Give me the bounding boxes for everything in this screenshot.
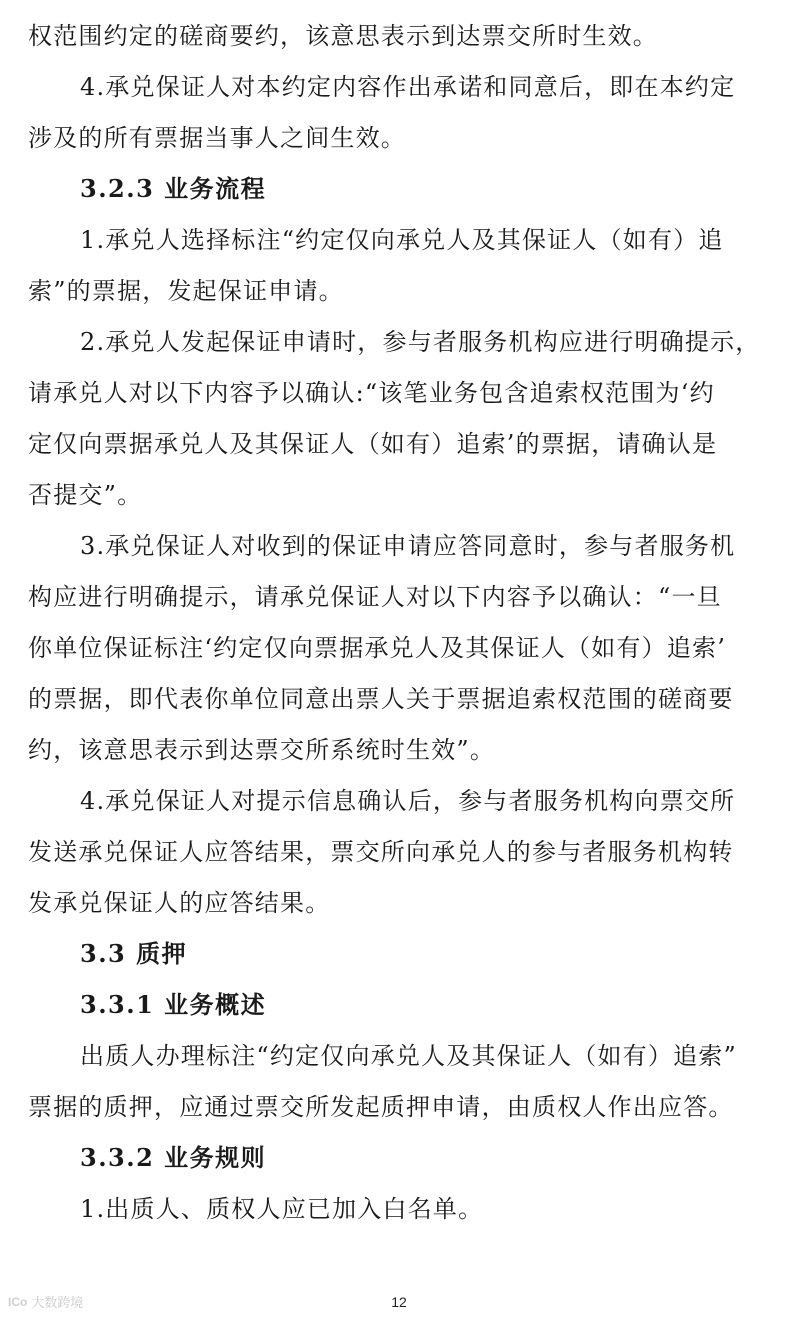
paragraph-line: 涉及的所有票据当事人之间生效。	[28, 124, 406, 152]
paragraph-line: 发承兑保证人的应答结果。	[28, 889, 331, 917]
paragraph-line: 构应进行明确提示，请承兑保证人对以下内容予以确认：“一旦	[28, 583, 722, 611]
watermark-text: 大数跨境	[31, 1295, 84, 1310]
watermark-logo-icon: ICo	[8, 1294, 28, 1309]
paragraph-line: 1.承兑人选择标注“约定仅向承兑人及其保证人（如有）追	[80, 226, 724, 254]
section-heading: 3.2.3 业务流程	[80, 174, 267, 203]
paragraph-line: 定仅向票据承兑人及其保证人（如有）追索’的票据，请确认是	[28, 430, 718, 458]
paragraph-line: 3.承兑保证人对收到的保证申请应答同意时，参与者服务机	[80, 532, 736, 560]
paragraph-line: 4.承兑保证人对本约定内容作出承诺和同意后，即在本约定	[80, 73, 736, 101]
paragraph-line: 索”的票据，发起保证申请。	[28, 277, 344, 305]
paragraph-line: 出质人办理标注“约定仅向承兑人及其保证人（如有）追索”	[80, 1042, 737, 1070]
paragraph-line: 2.承兑人发起保证申请时，参与者服务机构应进行明确提示，	[80, 328, 761, 356]
paragraph-line: 1.出质人、质权人应已加入白名单。	[80, 1195, 484, 1223]
paragraph-line: 请承兑人对以下内容予以确认:“该笔业务包含追索权范围为‘约	[28, 379, 715, 407]
section-heading: 3.3.1 业务概述	[80, 990, 267, 1019]
paragraph-line: 约，该意思表示到达票交所系统时生效”。	[28, 736, 496, 764]
section-heading: 3.3 质押	[80, 939, 188, 968]
paragraph-line: 你单位保证标注‘约定仅向票据承兑人及其保证人（如有）追索’	[28, 634, 727, 662]
paragraph-line: 权范围约定的磋商要约，该意思表示到达票交所时生效。	[28, 22, 658, 50]
paragraph-line: 否提交”。	[28, 481, 143, 509]
page-number: 12	[391, 1294, 407, 1310]
paragraph-line: 4.承兑保证人对提示信息确认后，参与者服务机构向票交所	[80, 787, 736, 815]
paragraph-line: 的票据，即代表你单位同意出票人关于票据追索权范围的磋商要	[28, 685, 734, 713]
paragraph-line: 票据的质押，应通过票交所发起质押申请，由质权人作出应答。	[28, 1093, 734, 1121]
section-heading: 3.3.2 业务规则	[80, 1143, 267, 1172]
paragraph-line: 发送承兑保证人应答结果，票交所向承兑人的参与者服务机构转	[28, 838, 734, 866]
